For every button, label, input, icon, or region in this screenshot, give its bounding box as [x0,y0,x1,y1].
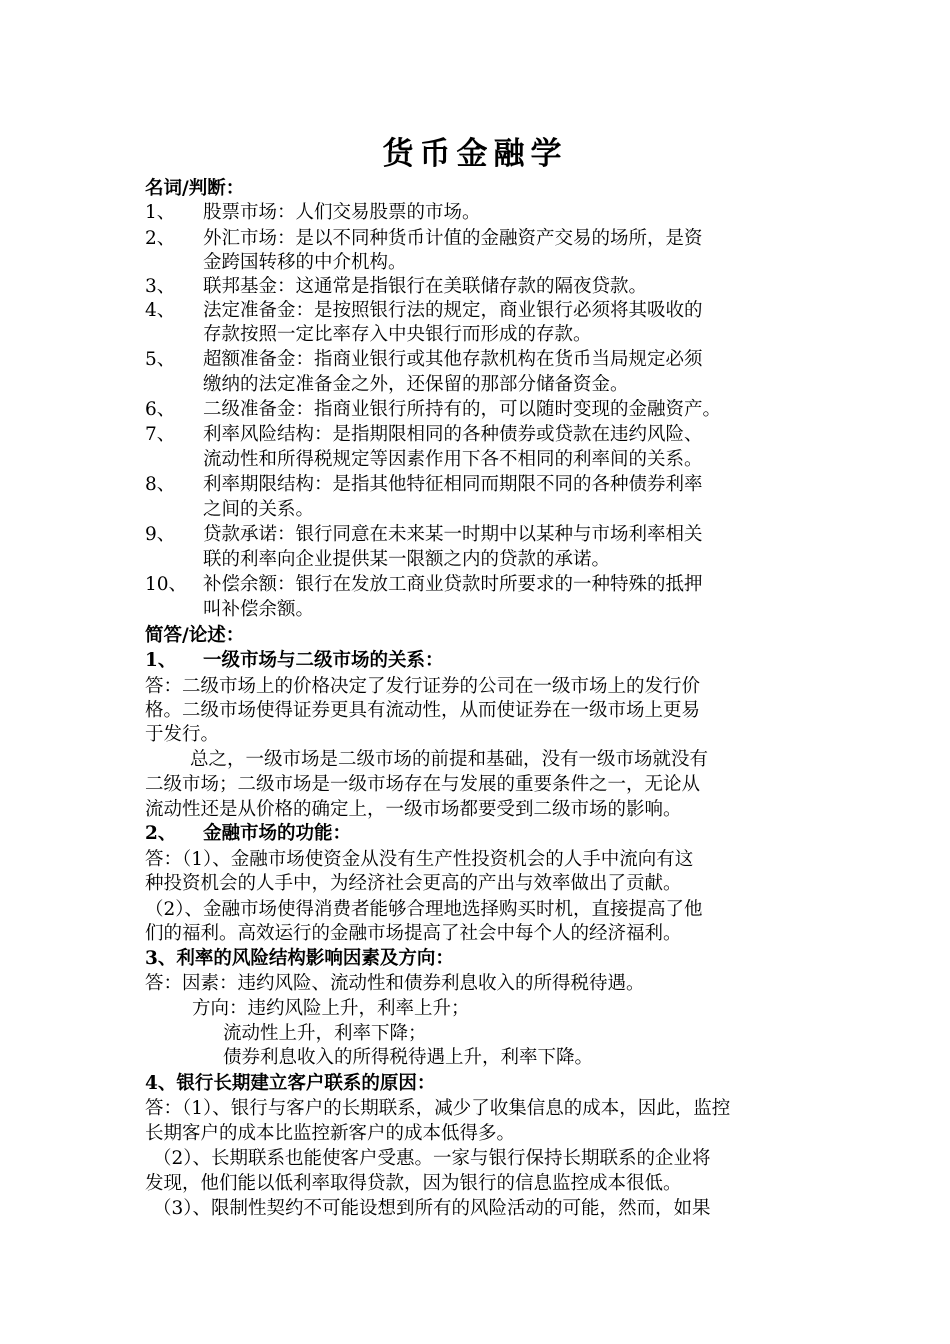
item-number: 5、 [145,349,176,370]
item-number: 3、 [145,276,176,297]
item-number: 10、 [145,574,188,595]
answer-line: 总之，一级市场是二级市场的前提和基础，没有一级市场就没有 [190,749,709,770]
question-heading [145,648,815,673]
answer-line: 答：二级市场上的价格决定了发行证券的公司在一级市场上的发行价 [145,676,701,697]
item-continuation: 金跨国转移的中介机构。 [203,252,407,273]
item-number: 7、 [145,424,176,445]
list-item [145,200,815,225]
section-heading-essays: 简答/论述： [145,625,245,646]
item-number: 9、 [145,524,176,545]
question-title: 金融市场的功能： [203,823,352,844]
answer-line: 方向：违约风险上升，利率上升； [192,998,470,1019]
answer-line: 答：因素：违约风险、流动性和债券利息收入的所得税待遇。 [145,973,645,994]
item-text: 联邦基金：这通常是指银行在美联储存款的隔夜贷款。 [203,276,648,297]
answer-line: 们的福利。高效运行的金融市场提高了社会中每个人的经济福利。 [145,923,682,944]
question-title: 一级市场与二级市场的关系： [203,650,444,671]
list-item [145,274,815,299]
question-number: 1、 [145,650,177,671]
item-continuation: 流动性和所得税规定等因素作用下各不相同的利率间的关系。 [203,449,703,470]
item-text: 股票市场：人们交易股票的市场。 [203,202,481,223]
list-item [145,522,815,547]
list-item [145,397,815,422]
answer-line: 答：（1）、金融市场使资金从没有生产性投资机会的人手中流向有这 [145,849,694,870]
item-number: 2、 [145,228,176,249]
question-heading [145,821,815,846]
item-number: 4、 [145,300,176,321]
answer-line: 流动性上升，利率下降； [223,1023,427,1044]
answer-line: 发现，他们能以低利率取得贷款，因为银行的信息监控成本很低。 [145,1173,682,1194]
item-continuation: 存款按照一定比率存入中央银行而形成的存款。 [203,324,592,345]
answer-line: 流动性还是从价格的确定上，一级市场都要受到二级市场的影响。 [145,799,682,820]
item-text: 超额准备金：指商业银行或其他存款机构在货币当局规定必须 [203,349,703,370]
answer-line: （2）、金融市场使得消费者能够合理地选择购买时机，直接提高了他 [145,899,703,920]
item-text: 法定准备金：是按照银行法的规定，商业银行必须将其吸收的 [203,300,703,321]
item-text: 贷款承诺：银行同意在未来某一时期中以某种与市场利率相关 [203,524,703,545]
question-heading: 4、银行长期建立客户联系的原因： [145,1073,436,1094]
answer-line: 债券利息收入的所得税待遇上升，利率下降。 [223,1047,594,1068]
item-continuation: 缴纳的法定准备金之外，还保留的那部分储备资金。 [203,374,629,395]
question-heading: 3、利率的风险结构影响因素及方向： [145,948,454,969]
item-text: 利率风险结构：是指期限相同的各种债券或贷款在违约风险、 [203,424,703,445]
list-item [145,298,815,323]
question-number: 2、 [145,823,177,844]
item-continuation: 叫补偿余额。 [203,599,315,620]
list-item [145,347,815,372]
item-text: 补偿余额：银行在发放工商业贷款时所要求的一种特殊的抵押 [203,574,703,595]
answer-line: 答：（1）、银行与客户的长期联系，减少了收集信息的成本，因此，监控 [145,1098,731,1119]
item-continuation: 之间的关系。 [203,499,315,520]
answer-line: 种投资机会的人手中，为经济社会更高的产出与效率做出了贡献。 [145,873,682,894]
list-item [145,226,815,251]
answer-line: 长期客户的成本比监控新客户的成本低得多。 [145,1123,516,1144]
item-number: 6、 [145,399,176,420]
answer-line: 于发行。 [145,724,220,745]
list-item [145,572,815,597]
list-item [145,472,815,497]
doc-title: 货币金融学 [382,136,568,172]
item-continuation: 联的利率向企业提供某一限额之内的贷款的承诺。 [203,549,611,570]
answer-line: （3）、限制性契约不可能设想到所有的风险活动的可能，然而，如果 [153,1198,711,1219]
answer-line: （2）、长期联系也能使客户受惠。一家与银行保持长期联系的企业将 [153,1148,711,1169]
item-text: 外汇市场：是以不同种货币计值的金融资产交易的场所，是资 [203,228,703,249]
item-text: 二级准备金：指商业银行所持有的，可以随时变现的金融资产。 [203,399,722,420]
answer-line: 二级市场；二级市场是一级市场存在与发展的重要条件之一，无论从 [145,774,701,795]
answer-line: 格。二级市场使得证券更具有流动性，从而使证券在一级市场上更易 [145,700,701,721]
item-number: 8、 [145,474,176,495]
item-number: 1、 [145,202,176,223]
item-text: 利率期限结构：是指其他特征相同而期限不同的各种债券利率 [203,474,703,495]
list-item [145,422,815,447]
section-heading-terms: 名词/判断： [145,178,245,199]
